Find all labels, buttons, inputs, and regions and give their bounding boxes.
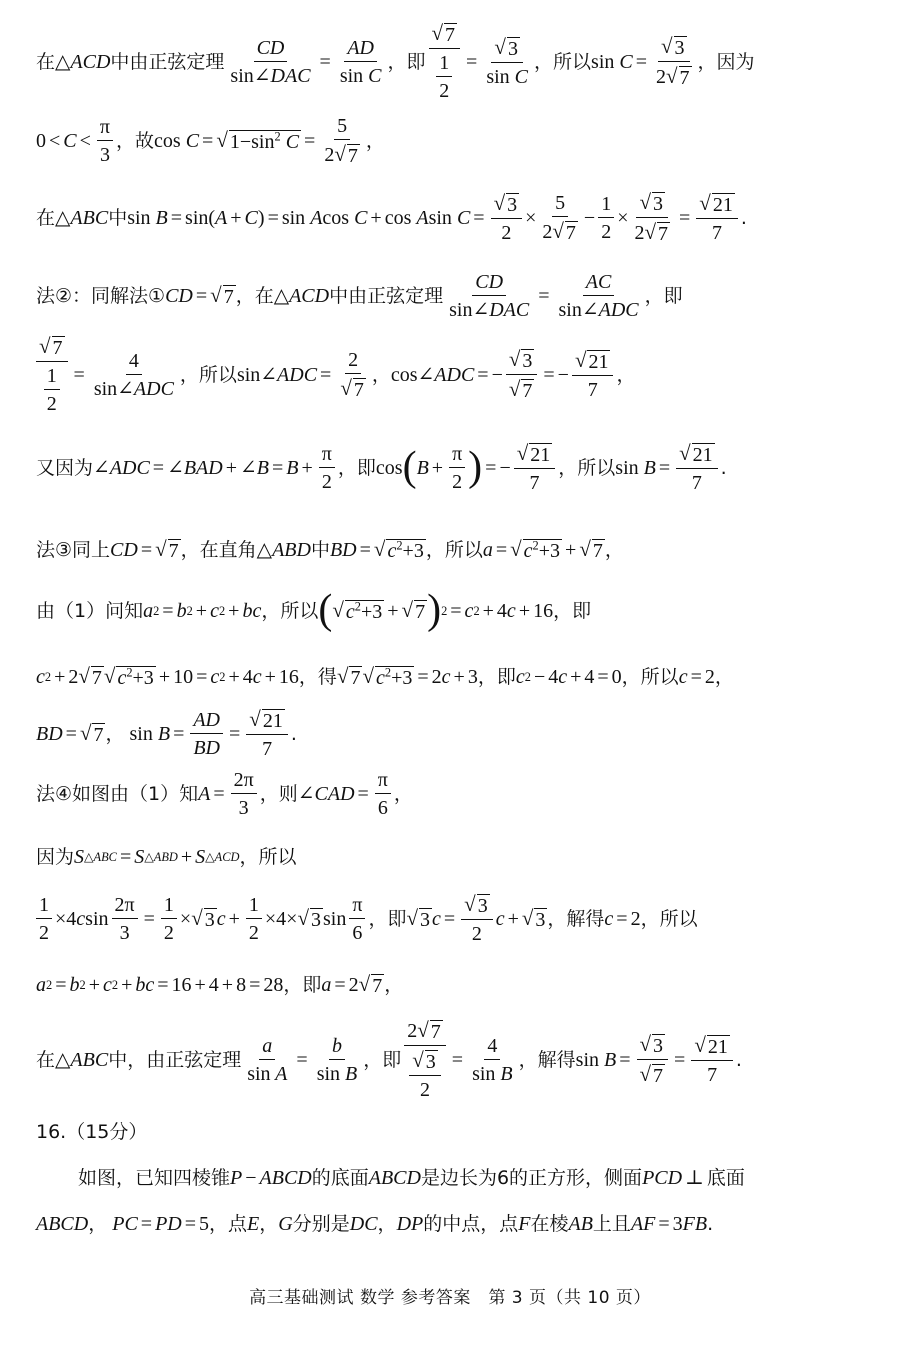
formula: ABCD: [368, 1167, 421, 1189]
formula: DP: [396, 1213, 424, 1235]
formula: AF = 3 FB: [630, 1213, 708, 1235]
text: ，即: [477, 665, 516, 688]
formula: √ 7 $\frac{1}{2}$ = √ 3 sin C: [426, 23, 535, 101]
line-solve-c: [36, 662, 870, 692]
text: .: [290, 722, 297, 745]
text: ，所以: [179, 363, 237, 386]
formula: 0 < C < π 3: [36, 117, 116, 165]
formula: sin B = sin( A + C ) = sin A cos C + cos A sin C = √ 3 2 × 5 2 √ 7 − 1 2 × √ 3 2 √ 7 = √ 21 7: [127, 192, 741, 244]
text: .: [735, 1048, 742, 1071]
text: ，故: [116, 129, 155, 152]
formula: cos∠ ADC = − √ 3 √ 7 = − √ 21 7: [391, 349, 617, 401]
text: ，则: [259, 782, 298, 805]
text: ，: [616, 363, 636, 386]
text: 法②：同解法①: [36, 284, 166, 307]
line-cos-c: [36, 115, 870, 167]
text: ，因为: [697, 50, 755, 73]
formula: PCD ⊥: [642, 1167, 704, 1189]
problem-16-line-2: [36, 1209, 870, 1239]
formula: PC = PD = 5: [112, 1213, 210, 1235]
formula: $\frac{a}{\text{sin A}}$ = $\frac{b}{\text{sin B}}$: [247, 1035, 358, 1085]
formula: E: [247, 1213, 260, 1235]
formula: cos ( B + $\frac{\pi}{2}$ ) = − √ 21 7: [376, 443, 558, 493]
text: ，所以: [558, 456, 616, 479]
formula: a 2 = b 2 + c 2 + bc = 16 + 4 + 8 = 28: [36, 974, 284, 996]
text: ，所以: [640, 907, 698, 930]
text: ，: [259, 1212, 279, 1235]
formula: √ 3 c = √ 3 2 c + √ 3: [406, 892, 546, 945]
formula: √ 7 √ $c^2+3$ = 2 c + 3: [336, 664, 478, 689]
text: ，即: [368, 907, 407, 930]
formula: sin B = √ 3 √ 7 = √ 21 7: [576, 1034, 736, 1086]
formula: AB: [568, 1213, 593, 1235]
text: ，: [393, 782, 413, 805]
text: ，: [365, 129, 385, 152]
formula: G: [278, 1213, 293, 1235]
text: 如图，已知四棱锥: [78, 1166, 231, 1189]
text: ，点: [209, 1212, 248, 1235]
formula: F: [518, 1213, 531, 1235]
formula: a 2 = b 2 + c 2 + bc: [143, 600, 262, 622]
formula: BD = √ 7: [36, 721, 104, 746]
formula: DC: [349, 1213, 378, 1235]
formula: sin C = √ 3 2 √ 7: [591, 34, 690, 89]
text: 在: [36, 206, 56, 229]
line-law-of-sines-acd: 在 △ ACD 中由正弦定理 CD sin∠DAC = $\frac{AD}{\text{sin C}}$ ，即 √ 7 $\frac{1}{2}$ = √ 3 sin C ，所以 sin C = √ 3 2 √ 7 ，因为: [36, 21, 755, 102]
text: 在: [36, 1048, 56, 1071]
text: 中: [310, 538, 330, 561]
text: ，解得: [547, 907, 605, 930]
text: 的底面: [311, 1166, 369, 1189]
formula: 2 √ 7 √ 3 2 = $\frac{4}{\text{sin B}}$: [401, 1020, 518, 1100]
text: ，在直角: [180, 538, 257, 561]
formula: sin B = √ 21 7: [615, 443, 720, 493]
text: ，: [377, 1212, 397, 1235]
text: 中由正弦定理: [329, 284, 444, 307]
formula: c 2 + 2 √ 7 √ $c^2+3$ + 10 = c 2 + 4 c + 16: [36, 664, 299, 689]
text: ，即: [644, 284, 683, 307]
text: 底面: [706, 1166, 745, 1189]
text: 上且: [592, 1212, 631, 1235]
text: ，在: [235, 284, 274, 307]
text: ，即: [387, 50, 426, 73]
formula: P − ABCD: [230, 1167, 312, 1189]
formula: ( √ $c^2+3$ + √ 7 ) 2 = c 2 + 4 c + 16: [318, 587, 554, 634]
formula: CD sin∠DAC = AC sin∠ADC: [449, 271, 639, 321]
text: ，即: [283, 973, 322, 996]
formula: a = 2 √ 7: [321, 972, 383, 997]
formula: cos C = √ $1-\sin^2$ C = 5 2 √ 7: [154, 115, 358, 167]
formula: CD = √ 7: [165, 283, 234, 308]
text: ，: [714, 665, 734, 688]
text: 因为: [36, 845, 75, 868]
formula: c = 2: [604, 908, 641, 930]
text: .: [707, 1212, 714, 1235]
text: 的中点，点: [423, 1212, 519, 1235]
formula: ∠ ADC = ∠ BAD + ∠ B = B + $\frac{\pi}{2}$: [93, 444, 338, 492]
formula: 1 2 ×4 c sin $\frac{2\pi}{3}$ = $\frac{1}{2}$ × √ 3 c + $\frac{1}{2}$ ×4× √ 3 sin π 6: [36, 895, 368, 943]
text: ，: [88, 1212, 108, 1235]
formula: BD = √ $c^2+3$: [329, 537, 424, 562]
formula: c = 2: [678, 666, 715, 688]
text: ，: [604, 538, 624, 561]
formula: S △ABC = S △ABD + S △ACD: [74, 846, 240, 868]
text: ，即: [553, 599, 592, 622]
line-a-squared: [36, 970, 870, 1000]
text: ，解得: [518, 1048, 576, 1071]
formula: sin B = $\frac{AD}{BD}$ = √ 21 7: [125, 709, 291, 759]
line-from-part-1: [36, 587, 870, 634]
text: ，得: [298, 665, 337, 688]
line-bd-sin-b: [36, 708, 870, 760]
text: 法③同上: [36, 538, 111, 561]
text: 中由正弦定理: [110, 50, 225, 73]
text: ，即: [363, 1048, 402, 1071]
text: 16.（15分）: [36, 1120, 148, 1143]
question-16-heading: [36, 1118, 870, 1146]
text: 在: [36, 50, 56, 73]
formula: a = √ $c^2+3$ + √ 7: [482, 537, 603, 562]
text: .: [720, 456, 727, 479]
text: ，所以: [425, 538, 483, 561]
line-sin-b: 在 △ ABC 中 sin B = sin( A + C ) = sin A cos C + cos A sin C = √ 3 2 × 5 2 √ 7 − 1 2 × √ 3 2 √ 7 = √ 21 7 .: [36, 190, 747, 245]
line-method-2: 法②：同解法① CD = √ 7 ，在 △ ACD 中由正弦定理 CD sin∠DAC = AC sin∠ADC ，即: [36, 271, 683, 321]
text: ，所以: [534, 50, 592, 73]
text: ，: [371, 363, 391, 386]
text: 法④如图由（1）知: [36, 782, 199, 805]
line-sin-adc: [36, 335, 870, 415]
text: ，所以: [239, 845, 297, 868]
text: ，即: [337, 456, 376, 479]
formula: c 2 − 4 c + 4 = 0: [515, 666, 622, 688]
page-footer: 高三基础测试 数学 参考答案 第 3 页（共 10 页）: [249, 1288, 651, 1308]
formula: ABCD: [36, 1213, 89, 1235]
text: ，所以: [621, 665, 679, 688]
problem-16-line-1: [78, 1163, 870, 1193]
text: ，: [105, 722, 125, 745]
text: 是边长为6的正方形，侧面: [420, 1166, 643, 1189]
formula: √ 7 $\frac{1}{2}$ = 4 sin∠ADC: [36, 336, 180, 414]
line-law-of-sines-abc: 在 △ ABC 中，由正弦定理 $\frac{a}{\text{sin A}}$ = $\frac{b}{\text{sin B}}$ ，即 2 √ 7 √ 3 2 = $\frac{4}{\text{sin B}}$ ，解得 sin B = √ 3 √ 7 = √ 21 7 .: [36, 1018, 742, 1101]
text: 分别是: [292, 1212, 350, 1235]
text: 中: [108, 206, 128, 229]
text: 在棱: [530, 1212, 569, 1235]
text: ，: [384, 973, 404, 996]
formula: A = $\frac{2\pi}{3}$: [198, 770, 260, 818]
text: ，所以: [261, 599, 319, 622]
line-angle-adc: [36, 442, 870, 494]
line-method-4: [36, 768, 870, 820]
text: 又因为: [36, 456, 94, 479]
formula: CD = √ 7: [110, 537, 179, 562]
line-area-equation: [36, 893, 870, 945]
formula: sin∠ ADC = 2 √ 7: [236, 349, 364, 401]
formula: ∠ CAD = $\frac{\pi}{6}$: [298, 770, 394, 818]
text: 中，由正弦定理: [108, 1048, 242, 1071]
line-method-3: 法③同上 CD = √ 7 ，在直角 △ ABD 中 BD = √ $c^2+3$ ，所以 a = √ $c^2+3$ + √ 7 ，: [36, 537, 624, 562]
line-area: [36, 842, 870, 872]
text: .: [740, 206, 747, 229]
formula: CD sin∠DAC = $\frac{AD}{\text{sin C}}$: [230, 37, 382, 87]
text: 由（1）问知: [36, 599, 144, 622]
